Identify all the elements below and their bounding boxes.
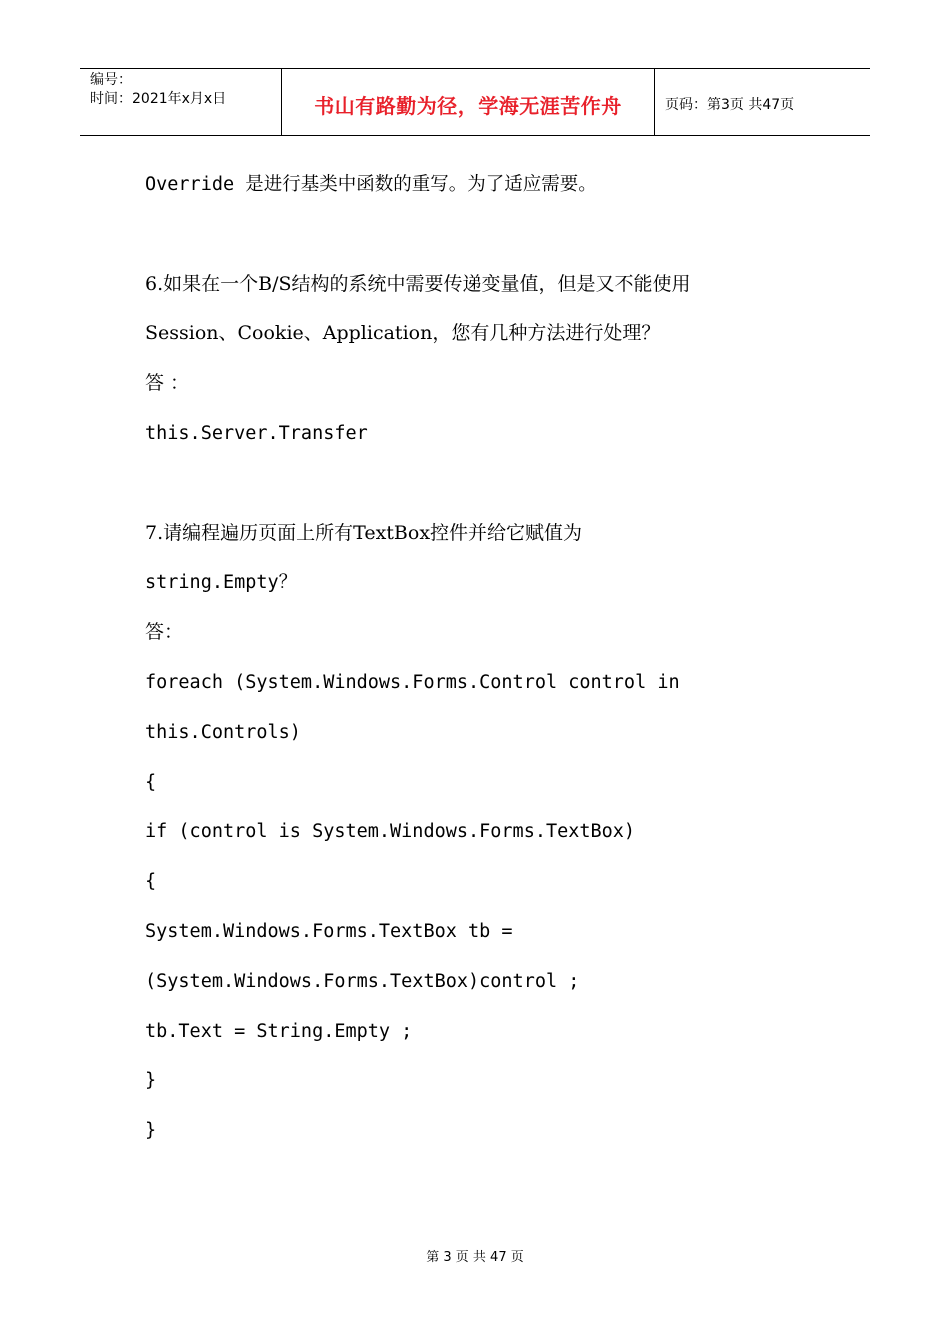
code-line: { [145, 771, 157, 793]
code-line: this.Server.Transfer [145, 422, 368, 444]
header-motto: 书山有路勤为径，学海无涯苦作舟 [314, 93, 622, 118]
code-line: } [145, 1070, 157, 1092]
code-line: (System.Windows.Forms.TextBox)control ; [145, 970, 580, 992]
question-7-line-2: string.Empty？ [145, 572, 298, 594]
blank-line [145, 459, 865, 509]
question-6-line-2: Session、Cookie、Application，您有几种方法进行处理？ [145, 322, 661, 345]
code-line: { [145, 871, 157, 893]
page-footer [0, 1246, 950, 1265]
blank-line [145, 210, 865, 260]
code-line: System.Windows.Forms.TextBox tb = [145, 920, 513, 942]
code-line: foreach (System.Windows.Forms.Control control in [145, 671, 680, 693]
document-body [145, 160, 865, 1156]
question-7-line-1: 7.请编程遍历页面上所有TextBox控件并给它赋值为 [145, 521, 583, 544]
header-meta [80, 69, 281, 135]
code-line: if (control is System.Windows.Forms.TextBox) [145, 821, 636, 843]
document-date: 时间：2021年x月x日 [90, 91, 227, 107]
answer-label: 答： [145, 621, 184, 644]
answer-label: 答 ： [145, 372, 190, 395]
header-page-info: 页码：第3页 共47页 [665, 97, 795, 113]
code-line: } [145, 1120, 157, 1142]
question-6-line-1: 6.如果在一个B/S结构的系统中需要传递变量值，但是又不能使用 [145, 272, 691, 295]
code-line: tb.Text = String.Empty ; [145, 1020, 413, 1042]
header-motto-cell [281, 69, 655, 135]
code-line: this.Controls) [145, 721, 301, 743]
footer-page-number: 第 3 页 共 47 页 [426, 1250, 524, 1265]
document-number-label: 编号： [90, 72, 132, 88]
body-line: Override 是进行基类中函数的重写。为了适应需要。 [145, 174, 597, 195]
page-header [80, 68, 870, 136]
header-page-info-cell [655, 69, 870, 135]
